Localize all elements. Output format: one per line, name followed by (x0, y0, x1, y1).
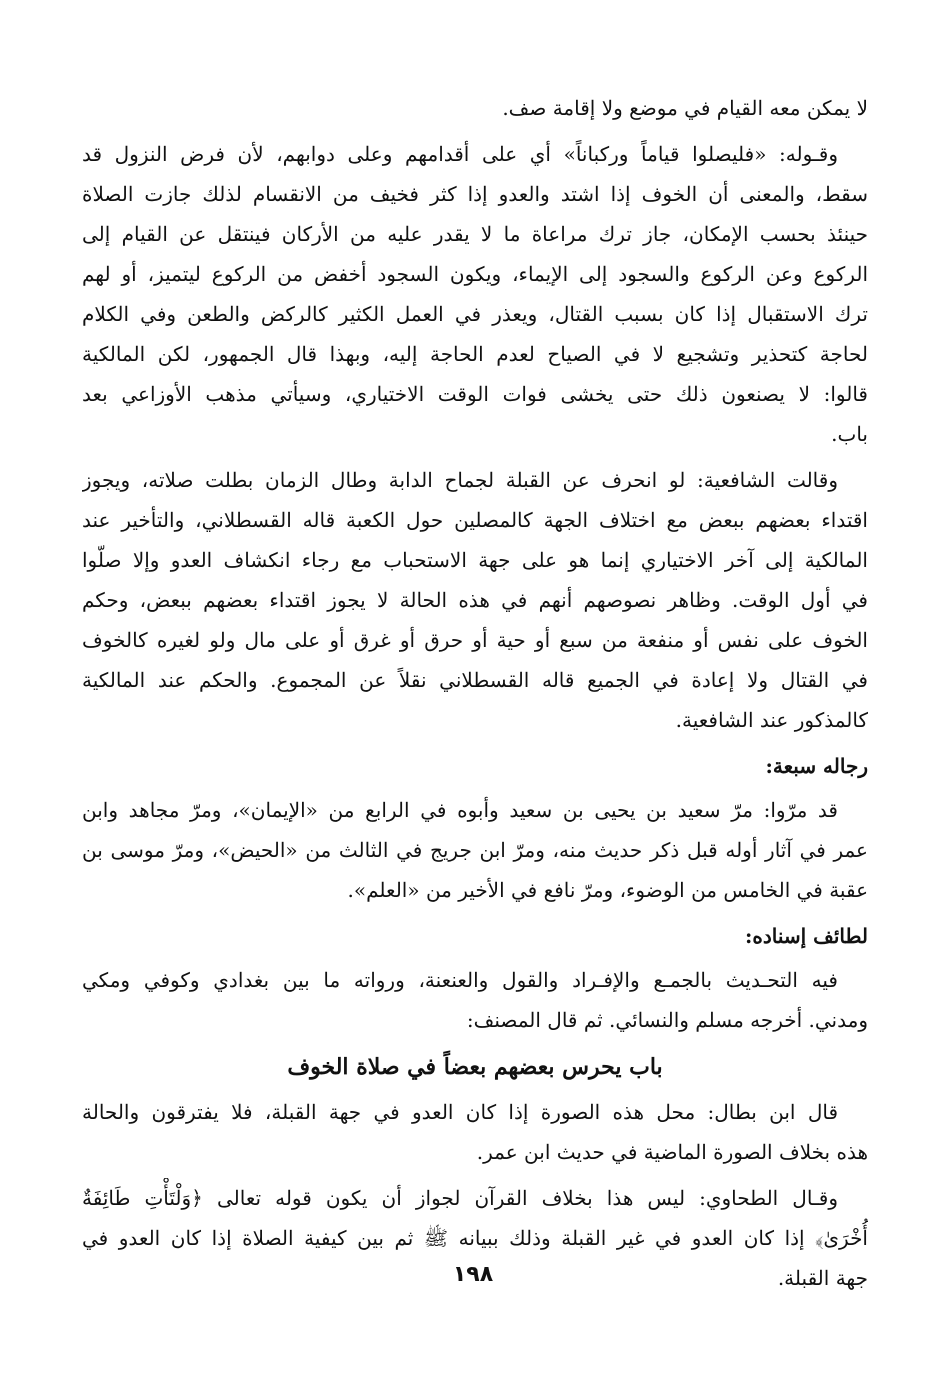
text-line: فيه التحـديث بالجمـع والإفـراد والقول والعنعنة، ورواته ما بين بغدادي وكوفي ومكي (82, 968, 838, 992)
text-line: لحاجة كتحذير وتشجيع لا في الصياح لعدم الحاجة إليه، وبهذا قال الجمهور، لكن المالكية (82, 342, 868, 366)
text-line: الركوع وعن الركوع والسجود إلى الإيماء، ويكون السجود أخفض من الركوع ليتميز، أو لهم (82, 262, 868, 286)
text-line: المالكية إلى آخر الاختياري إنما هو على جهة الاستحباب مع رجاء انكشاف العدو وإلا صلّوا (82, 548, 868, 572)
text-line: هذه بخلاف الصورة الماضية في حديث ابن عمر. (476, 1140, 868, 1164)
paragraph-1 (82, 88, 868, 128)
text-line: قال ابن بطال: محل هذه الصورة إذا كان العدو في جهة القبلة، فلا يفترقون والحالة (82, 1100, 839, 1124)
text-line: كالمذكور عند الشافعية. (675, 708, 868, 732)
page-number: ١٩٨ (452, 1262, 494, 1287)
text-line: ترك الاستقبال إذا كان بسبب القتال، ويعذر في العمل الكثير كالركض والطعن وفي الكلام (82, 302, 868, 326)
section-heading-narrators: رجاله سبعة: (765, 754, 868, 778)
text-line: عقبة في الخامس من الوضوء، ومرّ نافع في الأخير من «العلم». (347, 878, 868, 902)
text-line: حينئذ بحسب الإمكان، جاز ترك مراعاة ما لا يقدر عليه من الأركان فينتقل عن القيام إلى (82, 222, 868, 246)
text-line: وقـوله: «فليصلوا قياماً وركباناً» أي على أقدامهم وعلى دوابهم، لأن فرض النزول قد (82, 142, 838, 166)
text-line: في أول الوقت. وظاهر نصوصهم أنهم في هذه الحالة لا يجوز اقتداء بعضهم ببعض، وحكم (82, 588, 868, 612)
text-line: جهة القبلة. (777, 1266, 868, 1290)
text-line: الخوف على نفس أو منفعة من سبع أو حية أو حرق أو غرق أو على مال ولو لغيره كالخوف (82, 628, 868, 652)
text-line: وقالت الشافعية: لو انحرف عن القبلة لجماح الدابة وطال الزمان بطلت صلاته، ويجوز (82, 468, 838, 492)
text-line: قد مرّوا: مرّ سعيد بن يحيى بن سعيد وأبوه في الرابع من «الإيمان»، ومرّ مجاهد وابن (82, 798, 838, 822)
section-heading-isnad: لطائف إسناده: (744, 924, 868, 948)
text-line: وقـال الطحاوي: ليس هذا بخلاف القرآن لجواز أن يكون قوله تعالى ﴿وَلْتَأْتِ طَائِفَةٌ (82, 1186, 838, 1210)
paragraph-2 (82, 134, 868, 454)
paragraph-3 (82, 460, 868, 740)
text-line: عمر في آثار أوله قبل ذكر حديث منه، ومرّ ابن جريج في الثالث من «الحيض»، ومرّ موسى بن (82, 838, 868, 862)
text-line: سقط، والمعنى أن الخوف إذا اشتد والعدو إذا كثر فخيف من الانقسام لذلك جازت الصلاة (82, 182, 868, 206)
text-line: قالوا: لا يصنعون ذلك حتى يخشى فوات الوقت الاختياري، وسيأتي مذهب الأوزاعي بعد (82, 382, 868, 406)
text-line: أُخْرَىٰ﴾ إذا كان العدو في غير القبلة وذلك ببيانه ﷺ ثم بين كيفية الصلاة إذا كان العدو في (82, 1226, 868, 1250)
paragraph-6 (82, 1092, 868, 1172)
text-line: اقتداء بعضهم ببعض مع اختلاف الجهة كالمصلين حول الكعبة قاله القسطلاني، والتأخير عند (82, 508, 868, 532)
paragraph-5 (82, 960, 868, 1040)
paragraph-4 (82, 790, 868, 910)
chapter-title: باب يحرس بعضهم بعضاً في صلاة الخوف (287, 1054, 663, 1080)
document-page (82, 88, 868, 1288)
text-line: باب. (831, 422, 868, 446)
text-line: ومدني. أخرجه مسلم والنسائي. ثم قال المصنف: (466, 1008, 868, 1032)
text-line: لا يمكن معه القيام في موضع ولا إقامة صف. (502, 96, 868, 120)
text-line: في القتال ولا إعادة في الجميع قاله القسطلاني نقلاً عن المجموع. والحكم عند المالكية (82, 668, 868, 692)
